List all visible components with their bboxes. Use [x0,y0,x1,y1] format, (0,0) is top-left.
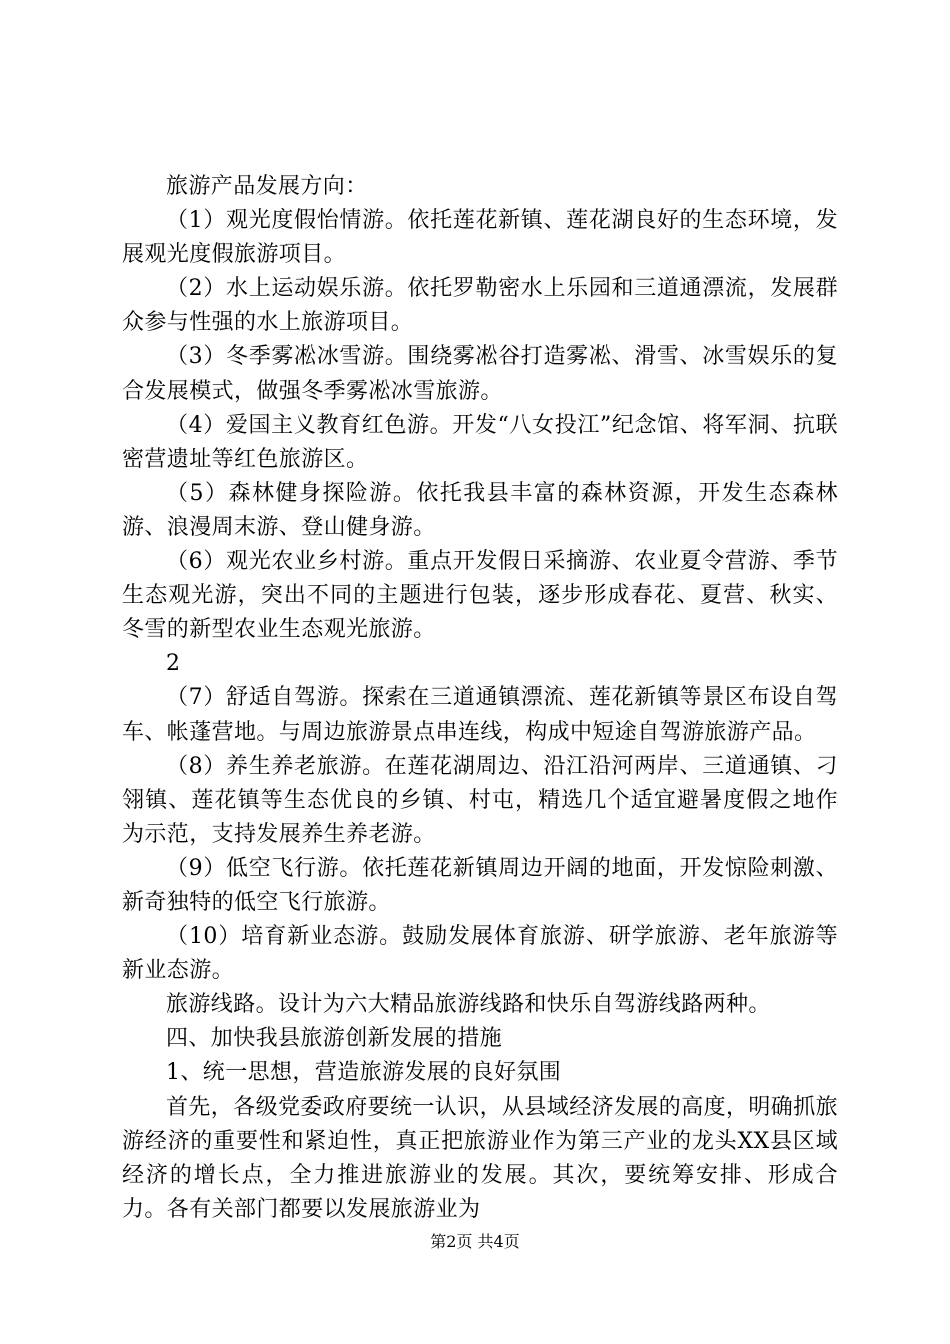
paragraph-first-second: 首先，各级党委政府要统一认识，从县域经济发展的高度，明确抓旅游经济的重要性和紧迫性，真正把旅游业作为第三产业的龙头XX县区域经济的增长点，全力推进旅游业的发展。其次，要统筹安排、形成合力。各有关部门都要以发展旅游业为 [122,1094,839,1222]
document-body [122,170,838,1227]
paragraph-item-2: （2）水上运动娱乐游。依托罗勒密水上乐园和三道通漂流，发展群众参与性强的水上旅游项目。 [122,276,838,336]
paragraph-item-4: （4）爱国主义教育红色游。开发“八女投江”纪念馆、将军洞、抗联密营遗址等红色旅游区。 [122,412,838,472]
paragraph-tour-routes: 旅游线路。设计为六大精品旅游线路和快乐自驾游线路两种。 [166,992,771,1018]
subheading-unify-thinking: 1、统一思想，营造旅游发展的良好氛围 [166,1060,562,1086]
paragraph-item-9: （9）低空飞行游。依托莲花新镇周边开阔的地面，开发惊险刺激、新奇独特的低空飞行旅游。 [122,855,838,915]
paragraph-item-10: （10）培育新业态游。鼓励发展体育旅游、研学旅游、老年旅游等新业态游。 [122,924,838,984]
paragraph-number-2: 2 [166,651,181,677]
paragraph-item-7: （7）舒适自驾游。探索在三道通镇漂流、莲花新镇等景区布设自驾车、帐蓬营地。与周边旅游景点串连线，构成中短途自驾游旅游产品。 [122,685,838,745]
paragraph-item-1: （1）观光度假怡情游。依托莲花新镇、莲花湖良好的生态环境，发展观光度假旅游项目。 [122,208,838,268]
paragraph-item-8: （8）养生养老旅游。在莲花湖周边、沿江沿河两岸、三道通镇、刁翎镇、莲花镇等生态优良的乡镇、村屯，精选几个适宜避暑度假之地作为示范，支持发展养生养老游。 [122,753,838,847]
paragraph-product-direction: 旅游产品发展方向： [166,174,368,199]
page-footer: 第2页 共4页 [430,1232,520,1251]
paragraph-item-5: （5）森林健身探险游。依托我县丰富的森林资源，开发生态森林游、浪漫周末游、登山健身游。 [122,480,838,540]
paragraph-item-6: （6）观光农业乡村游。重点开发假日采摘游、农业夏令营游、季节生态观光游，突出不同的主题进行包装，逐步形成春花、夏营、秋实、冬雪的新型农业生态观光旅游。 [122,549,838,643]
paragraph-item-3: （3）冬季雾凇冰雪游。围绕雾凇谷打造雾凇、滑雪、冰雪娱乐的复合发展模式，做强冬季雾凇冰雪旅游。 [122,344,838,404]
section-heading-measures: 四、加快我县旅游创新发展的措施 [166,1026,503,1052]
